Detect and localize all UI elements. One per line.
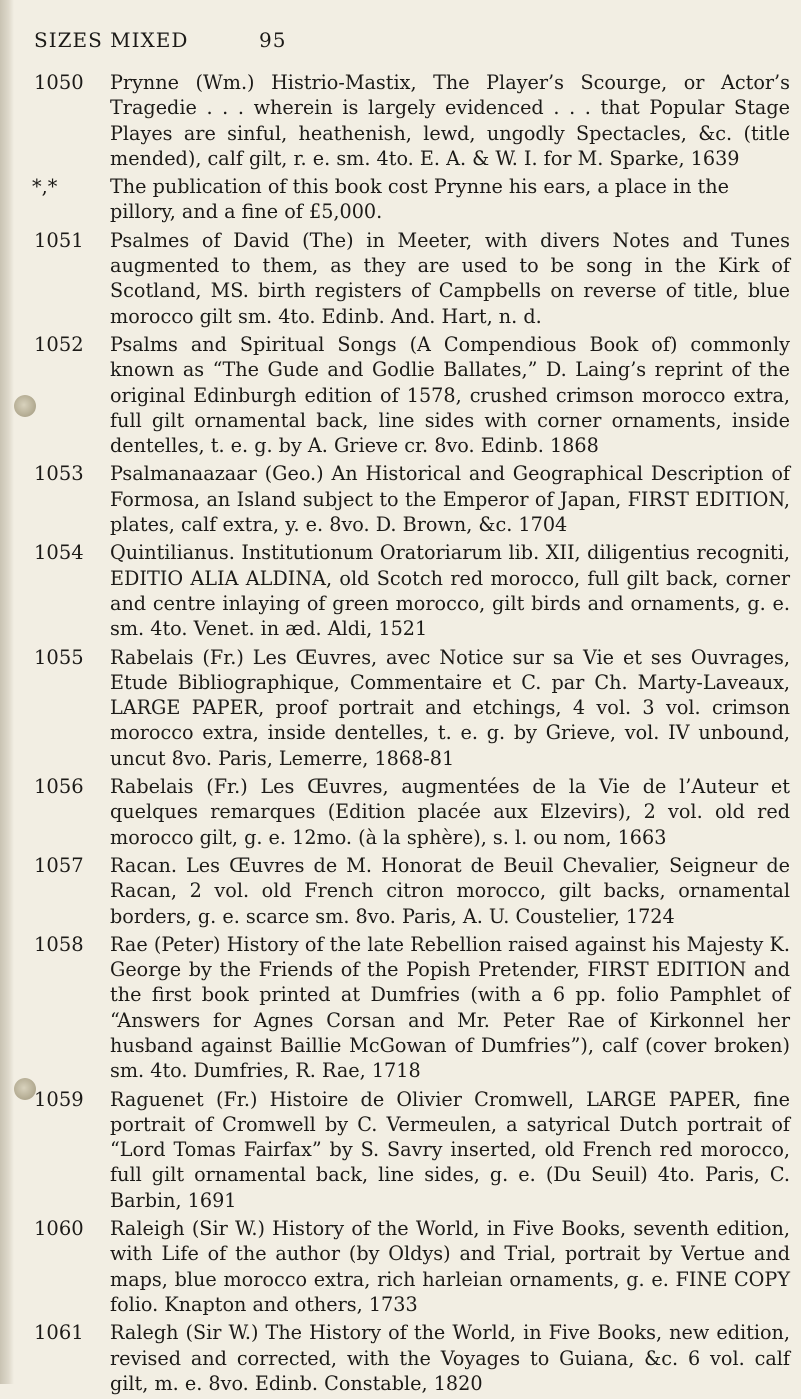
- lot-number: 1061: [34, 1321, 84, 1345]
- lot-number: 1059: [34, 1087, 84, 1111]
- entry-description: Raguenet (Fr.) Histoire de Olivier Cromwell, LARGE PAPER, fine portrait of Cromwell by C. Vermeulen, a satyrical Dutch portrait of “Lord Tomas Fairfax” by S. Savry inserted, old French red morocco, full gilt ornamental back, line sides, g. e. (Du Seuil) 4to. Paris, C. Barbin, 1691: [110, 1087, 790, 1212]
- catalogue-entry: [30, 461, 790, 537]
- entry-description: The publication of this book cost Prynne his ears, a place in the pillory, and a fine of £5,000.: [110, 175, 729, 224]
- lot-number: 1054: [34, 541, 84, 565]
- catalogue-entry: [30, 1320, 790, 1396]
- entry-description: Raleigh (Sir W.) History of the World, in Five Books, seventh edition, with Life of the author (by Oldys) and Trial, portrait by Vertue and maps, blue morocco extra, rich harleian ornaments, g. e. FINE COPY folio. Knapton and others, 1733: [110, 1217, 790, 1316]
- entry-description: Psalms and Spiritual Songs (A Compendious Book of) commonly known as “The Gude and Godlie Ballates,” D. Laing’s reprint of the original Edinburgh edition of 1578, crushed crimson morocco extra, full gilt ornamental back, line sides with corner ornaments, inside dentelles, t. e. g. by A. Grieve cr. 8vo. Edinb. 1868: [110, 332, 790, 458]
- lot-number: 1052: [34, 332, 84, 356]
- lot-number: 1051: [34, 228, 84, 252]
- entry-description: Rabelais (Fr.) Les Œuvres, avec Notice sur sa Vie et ses Ouvrages, Etude Bibliographique, Commentaire et C. par Ch. Marty-Laveaux, LARGE PAPER, proof portrait and etchings, 4 vol. 3 vol. crimson morocco extra, inside dentelles, t. e. g. by Grieve, vol. IV unbound, uncut 8vo. Paris, Lemerre, 1868-81: [110, 645, 790, 770]
- entry-list: [30, 70, 790, 1399]
- note-marker: *,*: [32, 175, 58, 199]
- entry-description: Rae (Peter) History of the late Rebellion raised against his Majesty K. George by the Friends of the Popish Pretender, FIRST EDITION and the first book printed at Dumfries (with a 6 pp. folio Pamphlet of “Answers for Agnes Corsan and Mr. Peter Rae of Kirkonnel her husband against Baillie McGowan of Dumfries”), calf (cover broken) sm. 4to. Dumfries, R. Rae, 1718: [110, 932, 790, 1083]
- lot-number: 1053: [34, 462, 84, 486]
- catalogue-entry: [30, 540, 790, 641]
- entry-description: Psalmanaazaar (Geo.) An Historical and Geographical Description of Formosa, an Island subject to the Emperor of Japan, FIRST EDITION, plates, calf extra, y. e. 8vo. D. Brown, &c. 1704: [110, 462, 790, 537]
- entry-description: Racan. Les Œuvres de M. Honorat de Beuil Chevalier, Seigneur de Racan, 2 vol. old French citron morocco, gilt backs, ornamental borders, g. e. scarce sm. 8vo. Paris, A. U. Coustelier, 1724: [110, 853, 790, 928]
- entry-description: Prynne (Wm.) Histrio-Mastix, The Player’s Scourge, or Actor’s Tragedie . . . wherein is largely evidenced . . . that Popular Stage Playes are sinful, heathenish, lewd, ungodly Spectacles, &c. (title mended), calf gilt, r. e. sm. 4to. E. A. & W. I. for M. Sparke, 1639: [110, 71, 790, 170]
- catalogue-entry: [30, 853, 790, 929]
- page-number: 95: [259, 28, 287, 52]
- catalogue-entry: [30, 1087, 790, 1213]
- entry-description: Quintilianus. Institutionum Oratoriarum lib. XII, diligentius recogniti, EDITIO ALIA ALDINA, old Scotch red morocco, full gilt back, corner and centre inlaying of green morocco, gilt birds and ornaments, g. e. sm. 4to. Venet. in æd. Aldi, 1521: [110, 541, 790, 641]
- entry-description: Psalmes of David (The) in Meeter, with divers Notes and Tunes augmented to them, as they are used to be song in the Kirk of Scotland, MS. birth registers of Campbells on reverse of title, blue morocco gilt sm. 4to. Edinb. And. Hart, n. d.: [110, 228, 790, 328]
- lot-number: 1055: [34, 645, 84, 669]
- lot-number: 1057: [34, 853, 84, 877]
- lot-number: 1056: [34, 775, 84, 799]
- catalogue-entry: [30, 332, 790, 458]
- lot-number: 1058: [34, 932, 84, 956]
- catalogue-entry: [30, 645, 790, 771]
- lot-number: 1060: [34, 1217, 84, 1241]
- catalogue-entry: [30, 228, 790, 329]
- running-header: [34, 28, 771, 58]
- page-binding-edge: [0, 0, 14, 1384]
- lot-number: 1050: [34, 71, 84, 94]
- catalogue-entry: [30, 932, 790, 1084]
- catalogue-entry: [30, 70, 790, 171]
- catalogue-entry: [30, 774, 790, 850]
- running-head: SIZES MIXED: [34, 28, 189, 52]
- entry-description: Rabelais (Fr.) Les Œuvres, augmentées de la Vie de l’Auteur et quelques remarques (Edition placée aux Elzevirs), 2 vol. old red morocco gilt, g. e. 12mo. (à la sphère), s. l. ou nom, 1663: [110, 775, 790, 849]
- entry-note: [30, 174, 790, 225]
- entry-description: Ralegh (Sir W.) The History of the World, in Five Books, new edition, revised and corrected, with the Voyages to Guiana, &c. 6 vol. calf gilt, m. e. 8vo. Edinb. Constable, 1820: [110, 1321, 790, 1395]
- catalogue-entry: [30, 1216, 790, 1317]
